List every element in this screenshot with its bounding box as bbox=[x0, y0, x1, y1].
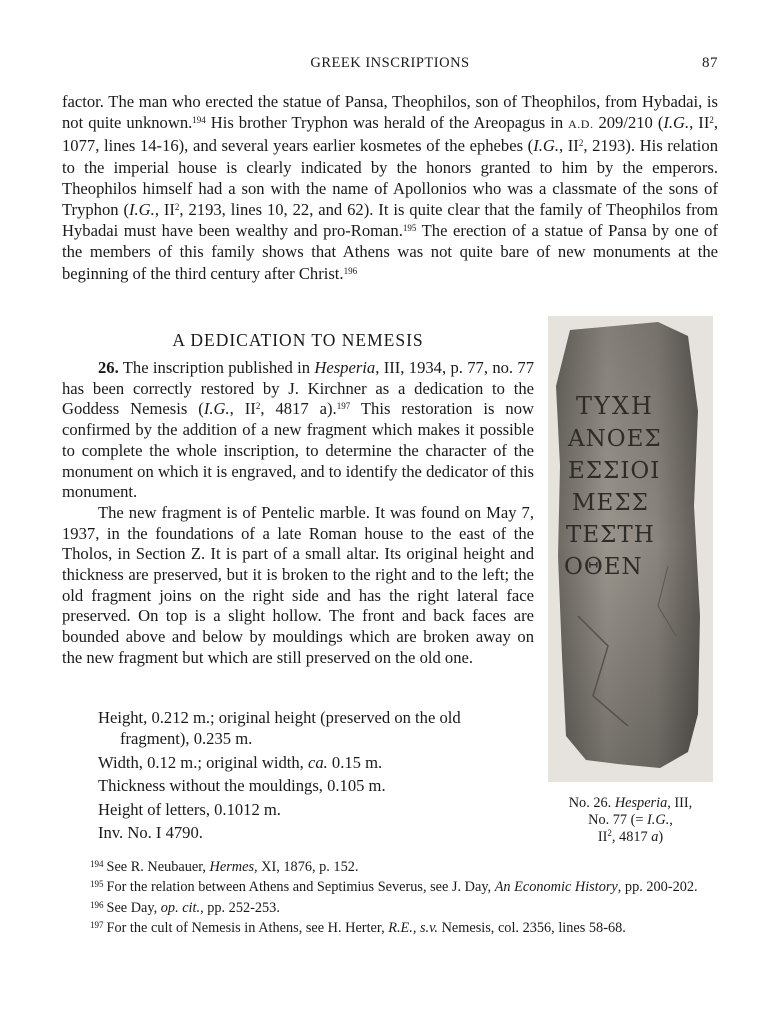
superscript: 2 bbox=[174, 202, 180, 213]
text-span: 209/210 ( bbox=[593, 113, 664, 133]
footnote-ref-194[interactable]: 194 bbox=[192, 115, 206, 126]
text-span: II bbox=[597, 829, 608, 845]
paragraph-fragment: The new fragment is of Pentelic marble. It was found on May 7, 1937, in the foundations of a late Roman house to the east of the Tholos, in Section Z. It is part of a small altar. Its original height and thickness are preserved, but it is broken to the right and to the left; the old fragment joins on the right side and has the right lateral face preserved. On top is a slight hollow. The front and back faces are bounded above and below by mouldings which are broken away on the new fragment but which are still preserved on the old one. bbox=[62, 502, 534, 667]
text-italic: I.G. bbox=[647, 812, 670, 828]
measure-thickness: Thickness without the mouldings, 0.105 m. bbox=[98, 776, 386, 795]
text-span: , bbox=[669, 812, 673, 828]
text-span: The inscription published in bbox=[118, 358, 315, 377]
superscript: 2 bbox=[709, 115, 714, 126]
superscript: 2 bbox=[255, 401, 261, 412]
inscription-line: ΑΝΟΕΣ bbox=[568, 426, 662, 452]
footnote-label: 196 bbox=[90, 899, 104, 910]
footnote-ref-196[interactable]: 196 bbox=[343, 265, 358, 276]
text-span: Width, 0.12 m.; original width, bbox=[98, 752, 308, 772]
text-italic: op. cit. bbox=[160, 899, 201, 916]
inscription-line: ΤΕΣΤΗ bbox=[566, 522, 655, 548]
text-italic: a bbox=[651, 829, 659, 845]
text-italic: An Economic History bbox=[494, 879, 618, 896]
measurements bbox=[98, 707, 534, 846]
text-span: , III, 1934, p. 77, no. 77 has been correctly restored by J. Kirchner as a dedication to the Goddess Nemesis ( bbox=[62, 358, 535, 419]
footnote-ref-197[interactable]: 197 bbox=[336, 401, 351, 412]
text-span: , 1077, lines 14-16), and several years earlier kosmetes of the ephebes ( bbox=[62, 113, 718, 156]
text-span: , II bbox=[559, 136, 579, 156]
text-span: 0.15 m. bbox=[327, 752, 383, 772]
footnote-197 bbox=[62, 917, 718, 937]
inscription-line: ΜΕΣΣ bbox=[572, 490, 649, 516]
paragraph-theophilos bbox=[62, 91, 718, 284]
superscript: 2 bbox=[578, 138, 584, 149]
text-italic: ca. bbox=[307, 752, 328, 772]
text-span: See Day, bbox=[106, 899, 161, 916]
caption-line bbox=[548, 829, 713, 846]
text-span: For the cult of Nemesis in Athens, see H. Herter, bbox=[106, 920, 389, 937]
body-column bbox=[62, 358, 534, 669]
footnote-label: 195 bbox=[90, 879, 104, 890]
text-span: A.D. bbox=[568, 117, 594, 132]
text-italic: I.G. bbox=[203, 399, 230, 419]
text-span: This restoration is now confirmed by the addition of a new fragment which makes it possible to complete the whole inscription, to determine the character of the monument on which it is engraved, and to identify the dedicator of this monument. bbox=[62, 399, 535, 502]
text-span: For the relation between Athens and Septimius Severus, see J. Day, bbox=[106, 879, 495, 896]
text-italic: I.G. bbox=[663, 113, 690, 133]
footnote-195 bbox=[62, 876, 718, 896]
measure-inventory: Inv. No. I 4790. bbox=[98, 823, 203, 842]
text-italic: I.G. bbox=[533, 136, 559, 156]
text-span: The erection of a statue of Pansa by one of the members of this family shows that Athens was not quite bare of new monuments at the beginning of the third century after Christ. bbox=[62, 221, 718, 283]
inscription-photo bbox=[548, 316, 713, 782]
text-span: , pp. 252-253. bbox=[200, 899, 280, 916]
inscription-line: ΕΣΣΙΟΙ bbox=[568, 458, 661, 484]
text-span: His brother Tryphon was herald of the Areopagus in bbox=[205, 113, 569, 133]
entry-number: 26. bbox=[98, 358, 119, 377]
text-span: , III, bbox=[667, 795, 693, 811]
paragraph-inscription bbox=[62, 358, 534, 503]
text-span: Nemesis, col. 2356, lines 58-68. bbox=[438, 920, 626, 937]
text-span: , II bbox=[229, 399, 256, 419]
footnote-196 bbox=[62, 897, 718, 917]
footnote-194 bbox=[62, 856, 718, 876]
section-title: A DEDICATION TO NEMESIS bbox=[172, 330, 424, 350]
text-italic: R.E., s.v. bbox=[388, 920, 438, 937]
text-span: No. 26. bbox=[568, 795, 615, 811]
text-span: ) bbox=[658, 829, 664, 845]
inscription-line: ΤΥΧΗ bbox=[576, 392, 654, 420]
measure-width bbox=[98, 752, 534, 773]
footnote-ref-195[interactable]: 195 bbox=[402, 223, 417, 234]
measure-letters: Height of letters, 0.1012 m. bbox=[98, 799, 281, 819]
page-header bbox=[62, 55, 718, 77]
photo-caption bbox=[548, 795, 713, 846]
text-span: , 4817 a). bbox=[260, 399, 337, 419]
stone-fragment-image bbox=[548, 316, 713, 782]
text-span: See R. Neubauer, bbox=[106, 859, 210, 875]
footnote-label: 197 bbox=[90, 920, 104, 931]
footnotes bbox=[62, 856, 718, 938]
text-italic: I.G. bbox=[129, 200, 155, 220]
footnote-label: 194 bbox=[90, 859, 104, 869]
text-span: , pp. 200-202. bbox=[617, 879, 698, 896]
text-span: No. 77 (= bbox=[588, 812, 648, 828]
text-span: , XI, 1876, p. 152. bbox=[254, 859, 359, 875]
inscription-line: ΟΘΕΝ bbox=[564, 554, 643, 580]
page-number: 87 bbox=[702, 55, 718, 71]
text-span: , 2193). His relation to the imperial house is clearly indicated by the honors granted to him by the emperors. Theophilos himself had a son with the name of Apollonios who was a classmate of the sons of Tryphon ( bbox=[62, 136, 718, 220]
text-italic: Hesperia bbox=[614, 795, 668, 811]
text-span: , II bbox=[689, 113, 710, 133]
text-span: , II bbox=[154, 200, 175, 220]
running-head: GREEK INSCRIPTIONS bbox=[310, 55, 470, 71]
text-span: factor. The man who erected the statue of Pansa, Theophilos, son of Theophilos, from Hybadai, is not quite unknown. bbox=[62, 92, 718, 133]
superscript: 2 bbox=[607, 828, 612, 838]
text-italic: Hesperia bbox=[314, 358, 376, 377]
text-italic: Hermes bbox=[209, 859, 255, 875]
measure-height: Height, 0.212 m.; original height (preserved on the old fragment), 0.235 m. bbox=[98, 708, 461, 748]
text-span: , 2193, lines 10, 22, and 62). It is quite clear that the family of Theophilos from Hybadai must have been wealthy and pro-Roman. bbox=[62, 200, 718, 241]
text-span: , 4817 bbox=[611, 829, 652, 845]
caption-line bbox=[548, 812, 713, 829]
caption-line bbox=[548, 795, 713, 812]
